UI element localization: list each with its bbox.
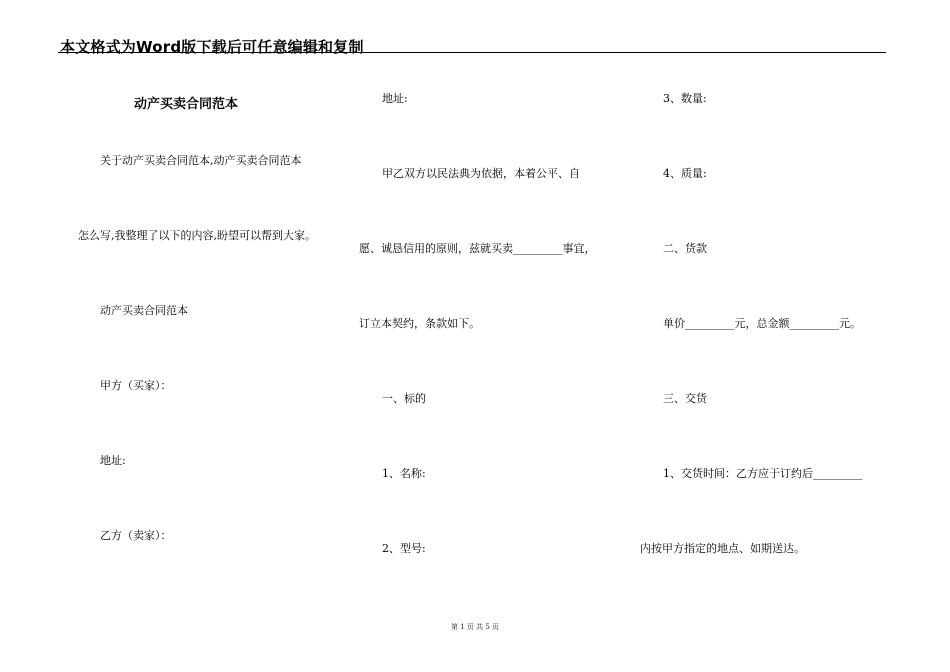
party-b-address: 地址: <box>382 92 408 105</box>
paragraph-line: 甲乙双方以民法典为依据，本着公平、自 <box>382 167 580 180</box>
price-line: 单价_________元，总金额_________元。 <box>663 317 861 330</box>
paragraph-line: 订立本契约，条款如下。 <box>359 317 480 330</box>
section-heading: 三、交货 <box>663 392 707 405</box>
party-b-label: 乙方（卖家）： <box>100 529 172 542</box>
page-number: 第 1 页 共 5 页 <box>450 623 500 631</box>
clause-item: 3、数量: <box>663 92 707 105</box>
paragraph-line: 关于动产买卖合同范本,动产买卖合同范本 <box>100 154 302 167</box>
clause-item: 1、交货时间：乙方应于订约后_________ <box>663 467 863 480</box>
paragraph-line: 内按甲方指定的地点、如期送达。 <box>640 542 805 555</box>
clause-item: 1、名称: <box>382 467 426 480</box>
document-header-title: 本文格式为Word版下载后可任意编辑和复制 <box>60 38 364 56</box>
clause-item: 2、型号: <box>382 542 426 555</box>
section-heading: 一、标的 <box>382 392 426 405</box>
document-title: 动产买卖合同范本 <box>134 97 239 112</box>
section-heading: 二、货款 <box>663 242 707 255</box>
paragraph-line: 愿、诚恳信用的原则，兹就买卖_________事宜， <box>359 242 596 255</box>
party-a-label: 甲方（买家）： <box>100 379 172 392</box>
paragraph-line: 怎么写,我整理了以下的内容,盼望可以帮到大家。 <box>78 229 316 242</box>
clause-item: 4、质量: <box>663 167 707 180</box>
party-a-address: 地址: <box>100 454 126 467</box>
paragraph-line: 动产买卖合同范本 <box>100 304 188 317</box>
header-divider <box>58 52 886 53</box>
